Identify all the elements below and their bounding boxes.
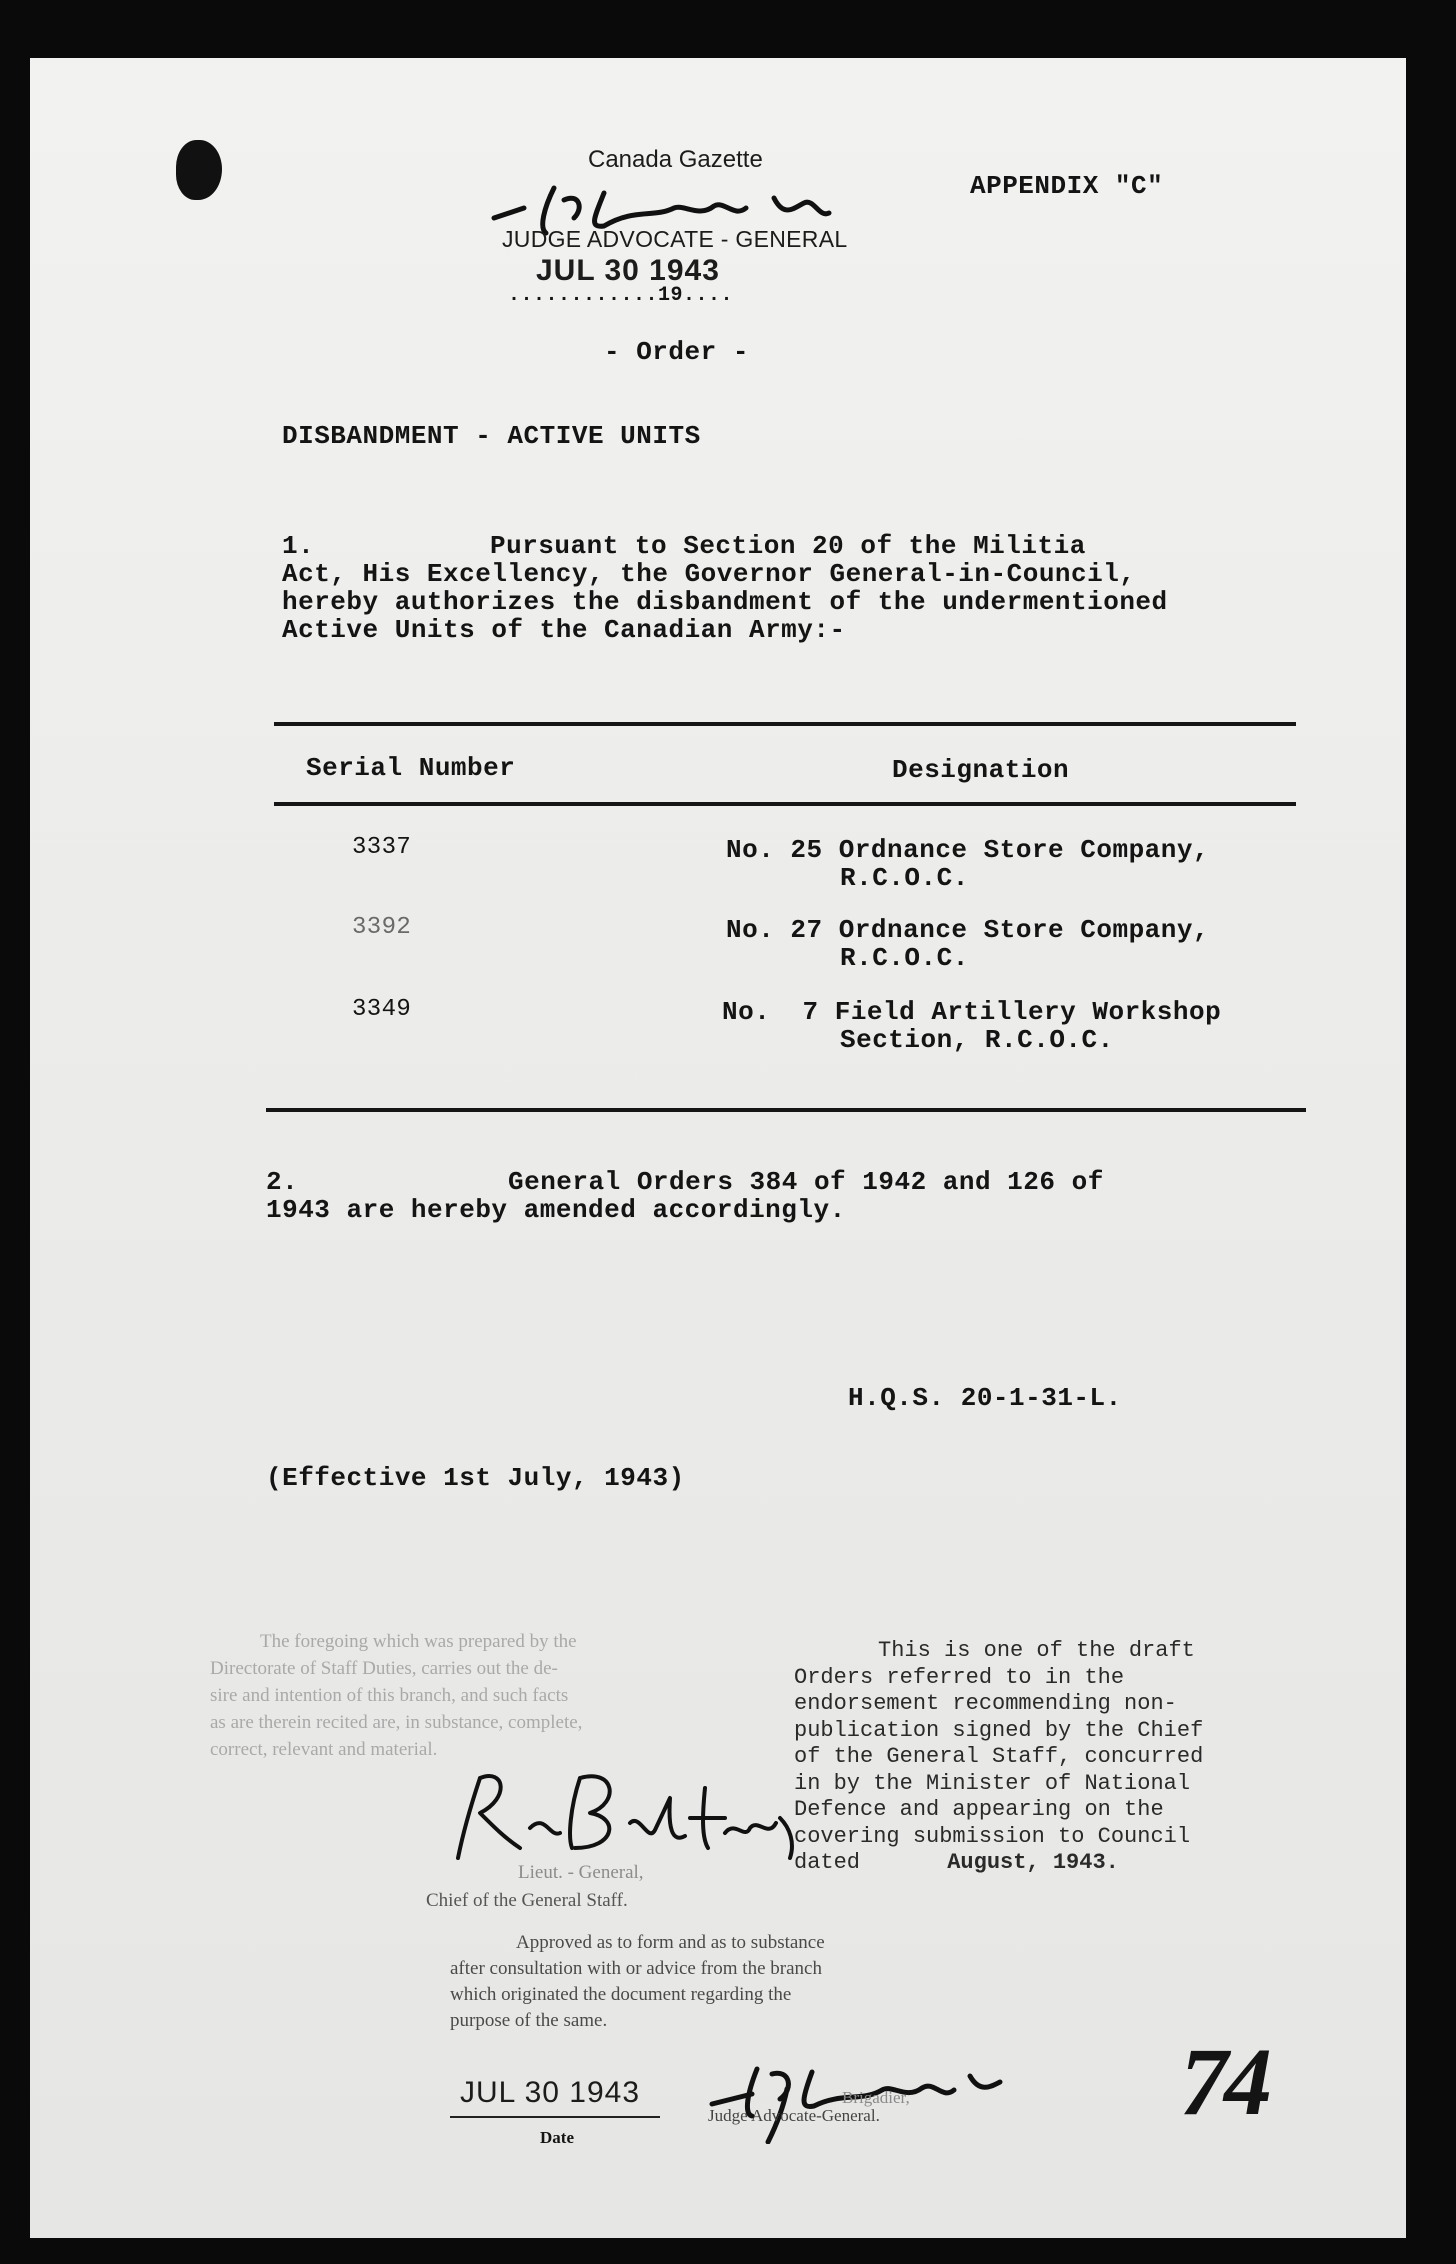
cgs-signer-title: Lieut. - General,	[518, 1862, 644, 1883]
approval-date-rule	[450, 2116, 660, 2118]
certification-line: Directorate of Staff Duties, carries out the de-	[210, 1658, 558, 1679]
draft-note-line: Defence and appearing on the	[794, 1797, 1164, 1822]
table-top-rule	[274, 722, 1296, 726]
draft-note-line: publication signed by the Chief	[794, 1717, 1204, 1743]
column-header-serial: Serial Number	[306, 753, 516, 783]
row-designation-line1: No. 25 Ordnance Store Company,	[726, 835, 1210, 865]
appendix-label: APPENDIX "C"	[970, 171, 1164, 201]
approval-line: after consultation with or advice from the branch	[450, 1958, 822, 1979]
draft-note-line: endorsement recommending non-	[794, 1691, 1177, 1716]
draft-note-line: This is one of the draft	[878, 1638, 1195, 1663]
approval-date-label: Date	[540, 2128, 574, 2147]
order-heading: DISBANDMENT - ACTIVE UNITS	[282, 421, 701, 451]
para2-line: General Orders 384 of 1942 and 126 of	[508, 1167, 1104, 1197]
draft-note-line: of the General Staff, concurred	[794, 1744, 1204, 1769]
draft-note-block	[794, 1638, 1203, 1877]
gazette-label: Canada Gazette	[588, 146, 763, 173]
document-page	[30, 58, 1406, 2238]
certification-line: sire and intention of this branch, and such facts	[210, 1685, 569, 1706]
table-header-rule	[274, 802, 1296, 806]
gazette-date-line: ............19....	[508, 284, 734, 307]
page-number: 74	[1180, 2028, 1268, 2135]
file-reference: H.Q.S. 20-1-31-L.	[848, 1383, 1122, 1413]
approval-block	[450, 1930, 825, 2034]
certification-line: as are therein recited are, in substance, complete,	[210, 1712, 583, 1733]
certification-block	[210, 1628, 730, 1763]
effective-date: (Effective 1st July, 1943)	[266, 1463, 685, 1493]
row-serial: 3392	[352, 914, 412, 941]
jag-stamp-office: JUDGE ADVOCATE - GENERAL	[502, 226, 848, 252]
row-designation-line2: Section, R.C.O.C.	[840, 1025, 1114, 1055]
row-designation-line1: No. 27 Ordnance Store Company,	[726, 915, 1210, 945]
column-header-designation: Designation	[892, 755, 1070, 785]
jag-signer-role: Judge Advocate-General.	[708, 2106, 880, 2125]
order-title: - Order -	[604, 337, 749, 367]
approval-line: purpose of the same.	[450, 2010, 608, 2031]
para1-line: Active Units of the Canadian Army:-	[282, 615, 846, 645]
cgs-signature	[450, 1758, 810, 1868]
jag-stamp-date: JUL 30 1943	[536, 254, 720, 287]
approval-line: Approved as to form and as to substance	[516, 1932, 825, 1953]
table-bottom-rule	[266, 1108, 1306, 1112]
para1-line: Pursuant to Section 20 of the Militia	[490, 531, 1086, 561]
para1-line: Act, His Excellency, the Governor General-in-Council,	[282, 559, 1136, 589]
para2-line: 1943 are hereby amended accordingly.	[266, 1195, 846, 1225]
draft-note-line: covering submission to Council	[794, 1823, 1191, 1849]
certification-line: correct, relevant and material.	[210, 1739, 438, 1760]
row-designation-line2: R.C.O.C.	[840, 863, 969, 893]
dated-label: dated	[794, 1850, 861, 1875]
certification-line: The foregoing which was prepared by the	[260, 1631, 577, 1652]
row-serial: 3337	[352, 834, 412, 861]
draft-note-line: in by the Minister of National	[794, 1770, 1191, 1796]
ink-blot	[176, 140, 222, 200]
approval-stamp-date: JUL 30 1943	[460, 2076, 641, 2109]
dated-value: August, 1943.	[947, 1850, 1119, 1875]
draft-note-line: Orders referred to in the	[794, 1664, 1125, 1690]
para1-number: 1.	[282, 531, 315, 561]
jag-signer-title: Brigadier,	[842, 2088, 910, 2107]
draft-note-dated	[794, 1850, 1203, 1877]
cgs-signer-role: Chief of the General Staff.	[426, 1890, 628, 1911]
row-serial: 3349	[352, 996, 412, 1023]
para2-number: 2.	[266, 1167, 299, 1197]
para1-line: hereby authorizes the disbandment of the undermentioned	[282, 587, 1168, 617]
approval-line: which originated the document regarding the	[450, 1984, 792, 2005]
row-designation-line1: No. 7 Field Artillery Workshop	[722, 997, 1222, 1027]
row-designation-line2: R.C.O.C.	[840, 943, 969, 973]
